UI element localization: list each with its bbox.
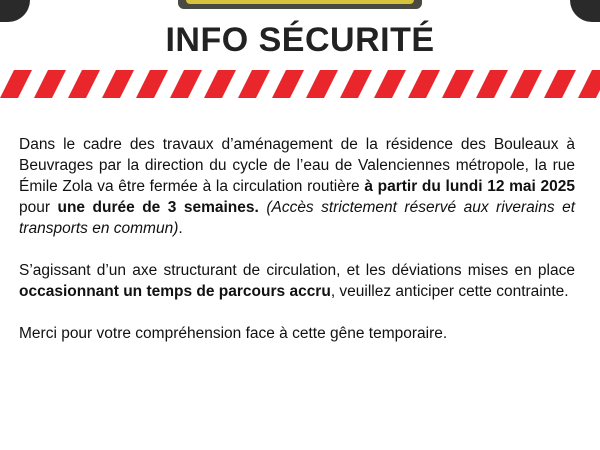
detour-delay-warning: occasionnant un temps de parcours accru bbox=[19, 283, 331, 300]
detour-text-2: , veuillez anticiper cette contrainte. bbox=[330, 283, 569, 300]
access-restriction-note: (Accès strictement réservé aux riverains et transports en commun) bbox=[19, 199, 576, 237]
closure-text-2: pour bbox=[19, 199, 58, 216]
detour-text-1: S’agissant d’un axe structurant de circulation, et les déviations mises en place bbox=[19, 262, 575, 279]
notice-body bbox=[19, 134, 575, 365]
closure-text-1: Dans le cadre des travaux d’aménagement de la résidence des Bouleaux à Beuvrages par la direction du cycle de l’eau de Valenciennes métropole, la rue Émile Zola va être fermée à la circulation routière bbox=[19, 136, 575, 195]
paragraph-thanks bbox=[19, 323, 575, 344]
paragraph-closure bbox=[19, 134, 575, 239]
page-title: INFO SÉCURITÉ bbox=[165, 21, 435, 59]
closure-start-date: à partir du lundi 12 mai 2025 bbox=[364, 178, 575, 195]
warning-sign-image-inner bbox=[186, 0, 414, 4]
thanks-text: Merci pour votre compréhension face à cette gêne temporaire. bbox=[19, 325, 448, 342]
hazard-stripes-banner bbox=[0, 70, 600, 98]
paragraph-detour bbox=[19, 260, 575, 302]
closure-duration: une durée de 3 semaines. bbox=[57, 199, 259, 216]
closure-text-4: . bbox=[178, 220, 183, 237]
